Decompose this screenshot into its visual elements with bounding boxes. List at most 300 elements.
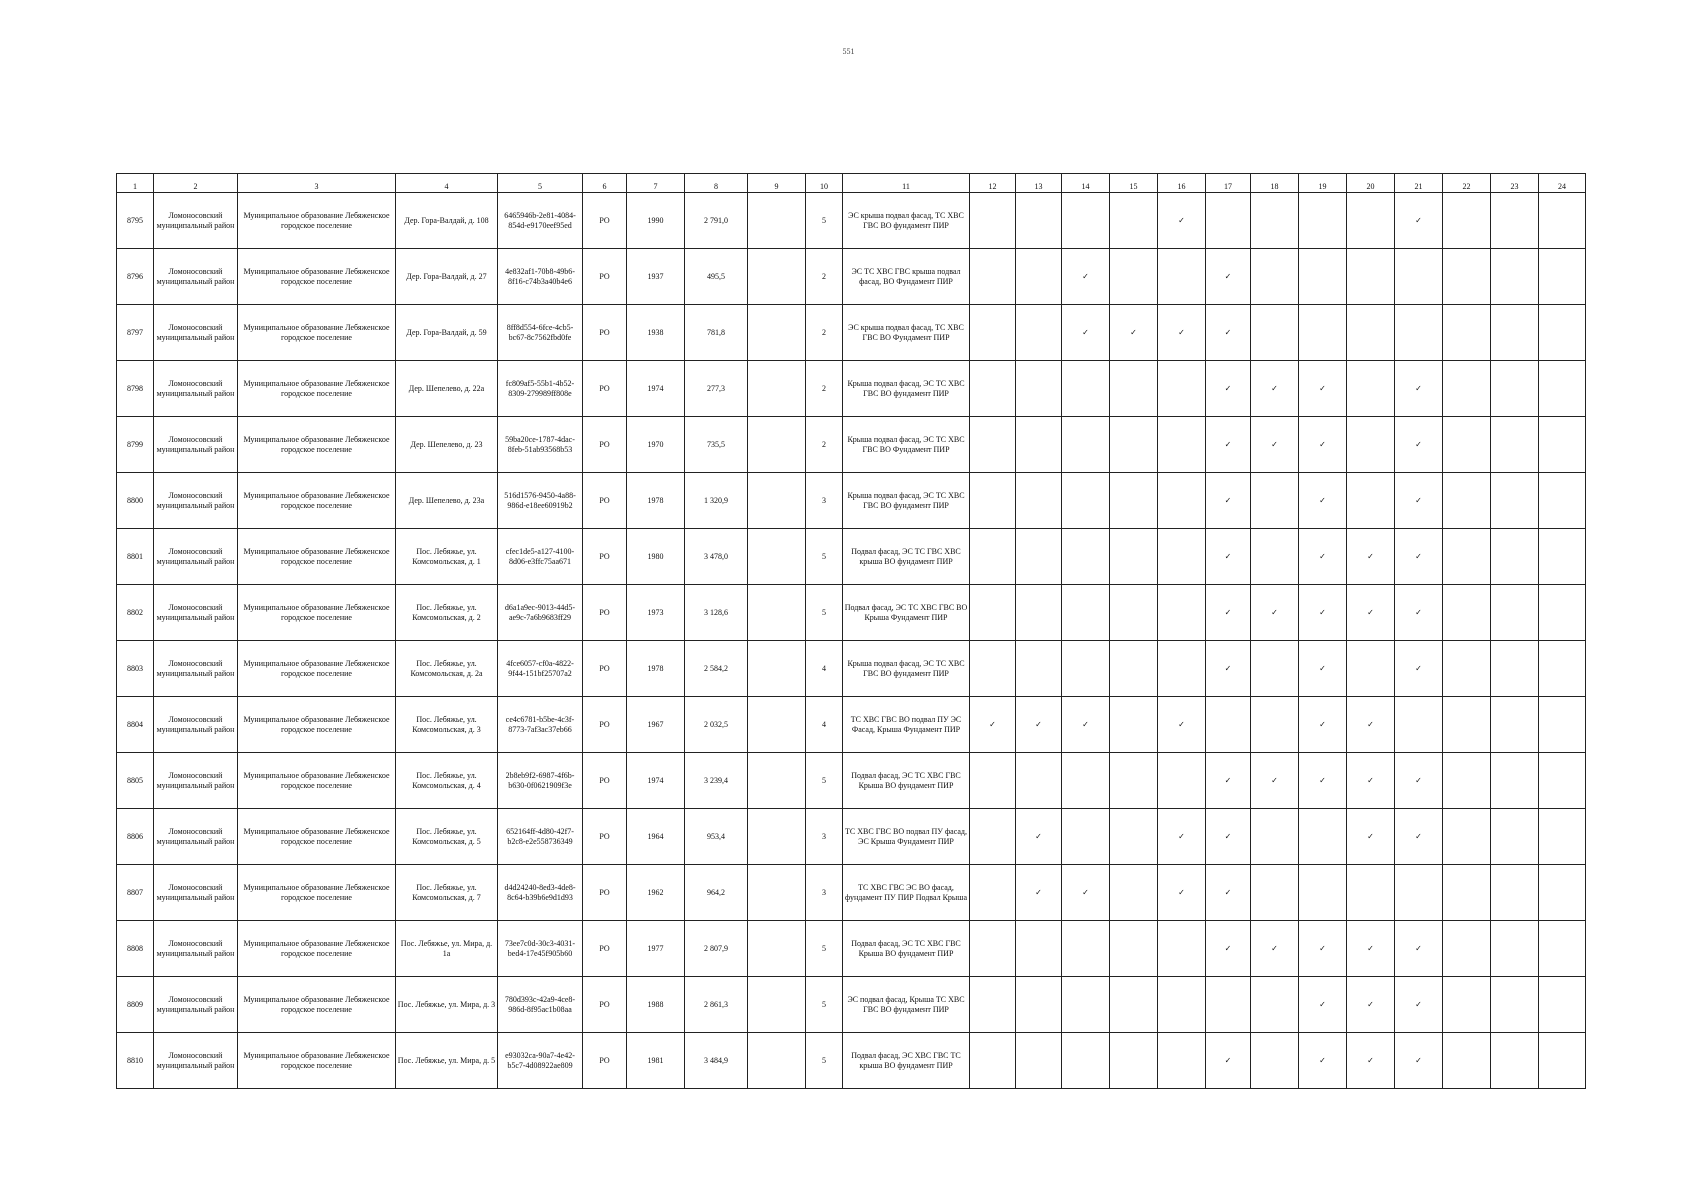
check-mark-icon: ✓ (1158, 305, 1206, 361)
empty-cell (1491, 641, 1539, 697)
works-cell: ЭС ТС ХВС ГВС крыша подвал фасад, ВО Фундамент ПИР (843, 249, 970, 305)
empty-cell (1539, 417, 1586, 473)
column-header-18: 18 (1251, 174, 1299, 193)
row-number: 8798 (117, 361, 154, 417)
district-cell: Ломоносовский муниципальный район (154, 977, 238, 1033)
empty-cell (1062, 1033, 1110, 1089)
empty-cell (1443, 753, 1491, 809)
guid-cell: 516d1576-9450-4a88-986d-e18ee60919b2 (498, 473, 583, 529)
municipality-cell: Муниципальное образование Лебяженское городское поселение (238, 697, 396, 753)
check-mark-icon: ✓ (1251, 921, 1299, 977)
table-row (117, 809, 1586, 865)
district-cell: Ломоносовский муниципальный район (154, 865, 238, 921)
column-header-16: 16 (1158, 174, 1206, 193)
empty-cell (1539, 977, 1586, 1033)
col9-cell (748, 809, 806, 865)
row-number: 8807 (117, 865, 154, 921)
row-number: 8803 (117, 641, 154, 697)
area-cell: 3 239,4 (685, 753, 748, 809)
municipality-cell: Муниципальное образование Лебяженское городское поселение (238, 305, 396, 361)
check-mark-icon: ✓ (1206, 809, 1251, 865)
column-header-22: 22 (1443, 174, 1491, 193)
type-cell: РО (583, 529, 627, 585)
empty-cell (1251, 809, 1299, 865)
empty-cell (1251, 865, 1299, 921)
floors-cell: 2 (806, 361, 843, 417)
empty-cell (1110, 193, 1158, 249)
table-row (117, 1033, 1586, 1089)
empty-cell (1539, 641, 1586, 697)
empty-cell (1491, 473, 1539, 529)
empty-cell (970, 585, 1016, 641)
empty-cell (1443, 249, 1491, 305)
table-row (117, 417, 1586, 473)
empty-cell (1395, 865, 1443, 921)
empty-cell (1443, 585, 1491, 641)
row-number: 8800 (117, 473, 154, 529)
empty-cell (1110, 361, 1158, 417)
guid-cell: 59ba20ce-1787-4dac-8feb-51ab93568b53 (498, 417, 583, 473)
empty-cell (1158, 921, 1206, 977)
col9-cell (748, 865, 806, 921)
address-cell: Пос. Лебяжье, ул. Мира, д. 5 (396, 1033, 498, 1089)
empty-cell (1110, 529, 1158, 585)
works-cell: ТС ХВС ГВС ВО подвал ПУ ЭС Фасад, Крыша Фундамент ПИР (843, 697, 970, 753)
type-cell: РО (583, 697, 627, 753)
floors-cell: 4 (806, 641, 843, 697)
check-mark-icon: ✓ (1395, 641, 1443, 697)
municipality-cell: Муниципальное образование Лебяженское городское поселение (238, 809, 396, 865)
area-cell: 277,3 (685, 361, 748, 417)
guid-cell: d4d24240-8ed3-4de8-8c64-b39b6e9d1d93 (498, 865, 583, 921)
type-cell: РО (583, 921, 627, 977)
area-cell: 2 807,9 (685, 921, 748, 977)
empty-cell (1491, 921, 1539, 977)
municipality-cell: Муниципальное образование Лебяженское городское поселение (238, 193, 396, 249)
row-number: 8810 (117, 1033, 154, 1089)
check-mark-icon: ✓ (1062, 865, 1110, 921)
address-cell: Пос. Лебяжье, ул. Мира, д. 1а (396, 921, 498, 977)
row-number: 8802 (117, 585, 154, 641)
empty-cell (1443, 641, 1491, 697)
check-mark-icon: ✓ (1206, 417, 1251, 473)
type-cell: РО (583, 361, 627, 417)
empty-cell (1347, 473, 1395, 529)
row-number: 8796 (117, 249, 154, 305)
empty-cell (1251, 305, 1299, 361)
type-cell: РО (583, 977, 627, 1033)
col9-cell (748, 529, 806, 585)
year-cell: 1967 (627, 697, 685, 753)
check-mark-icon: ✓ (1347, 977, 1395, 1033)
check-mark-icon: ✓ (1395, 753, 1443, 809)
floors-cell: 2 (806, 305, 843, 361)
empty-cell (1539, 361, 1586, 417)
table-row (117, 249, 1586, 305)
column-header-14: 14 (1062, 174, 1110, 193)
year-cell: 1978 (627, 641, 685, 697)
check-mark-icon: ✓ (1206, 641, 1251, 697)
works-cell: Подвал фасад, ЭС ТС ХВС ГВС Крыша ВО фундамент ПИР (843, 921, 970, 977)
address-cell: Пос. Лебяжье, ул. Комсомольская, д. 1 (396, 529, 498, 585)
empty-cell (1539, 249, 1586, 305)
check-mark-icon: ✓ (1395, 585, 1443, 641)
address-cell: Дер. Гора-Валдай, д. 59 (396, 305, 498, 361)
empty-cell (1062, 585, 1110, 641)
area-cell: 495,5 (685, 249, 748, 305)
empty-cell (1347, 361, 1395, 417)
check-mark-icon: ✓ (1158, 193, 1206, 249)
check-mark-icon: ✓ (1347, 697, 1395, 753)
floors-cell: 5 (806, 977, 843, 1033)
empty-cell (1062, 417, 1110, 473)
col9-cell (748, 417, 806, 473)
area-cell: 2 584,2 (685, 641, 748, 697)
year-cell: 1977 (627, 921, 685, 977)
row-number: 8806 (117, 809, 154, 865)
empty-cell (1347, 193, 1395, 249)
municipality-cell: Муниципальное образование Лебяженское городское поселение (238, 865, 396, 921)
empty-cell (1491, 697, 1539, 753)
check-mark-icon: ✓ (1206, 921, 1251, 977)
area-cell: 735,5 (685, 417, 748, 473)
register-table (116, 173, 1586, 1089)
empty-cell (970, 417, 1016, 473)
district-cell: Ломоносовский муниципальный район (154, 193, 238, 249)
year-cell: 1938 (627, 305, 685, 361)
column-header-20: 20 (1347, 174, 1395, 193)
area-cell: 3 484,9 (685, 1033, 748, 1089)
check-mark-icon: ✓ (1299, 361, 1347, 417)
type-cell: РО (583, 1033, 627, 1089)
empty-cell (1016, 1033, 1062, 1089)
table-row (117, 529, 1586, 585)
table-row (117, 753, 1586, 809)
empty-cell (970, 529, 1016, 585)
address-cell: Пос. Лебяжье, ул. Комсомольская, д. 7 (396, 865, 498, 921)
col9-cell (748, 193, 806, 249)
guid-cell: d6a1a9ec-9013-44d5-ae9c-7a6b9683ff29 (498, 585, 583, 641)
empty-cell (1299, 809, 1347, 865)
empty-cell (1158, 753, 1206, 809)
district-cell: Ломоносовский муниципальный район (154, 249, 238, 305)
works-cell: ТС ХВС ГВС ВО подвал ПУ фасад, ЭС Крыша Фундамент ПИР (843, 809, 970, 865)
check-mark-icon: ✓ (1158, 697, 1206, 753)
district-cell: Ломоносовский муниципальный район (154, 361, 238, 417)
check-mark-icon: ✓ (1062, 305, 1110, 361)
empty-cell (1016, 417, 1062, 473)
empty-cell (1539, 865, 1586, 921)
empty-cell (1062, 193, 1110, 249)
empty-cell (1110, 697, 1158, 753)
empty-cell (1158, 585, 1206, 641)
works-cell: ЭС крыша подвал фасад, ТС ХВС ГВС ВО фундамент ПИР (843, 193, 970, 249)
check-mark-icon: ✓ (1016, 865, 1062, 921)
column-header-5: 5 (498, 174, 583, 193)
municipality-cell: Муниципальное образование Лебяженское городское поселение (238, 641, 396, 697)
row-number: 8805 (117, 753, 154, 809)
area-cell: 953,4 (685, 809, 748, 865)
empty-cell (1251, 977, 1299, 1033)
empty-cell (1347, 417, 1395, 473)
table-row (117, 921, 1586, 977)
col9-cell (748, 585, 806, 641)
check-mark-icon: ✓ (1062, 249, 1110, 305)
district-cell: Ломоносовский муниципальный район (154, 417, 238, 473)
column-header-2: 2 (154, 174, 238, 193)
empty-cell (1491, 305, 1539, 361)
district-cell: Ломоносовский муниципальный район (154, 1033, 238, 1089)
empty-cell (1491, 249, 1539, 305)
empty-cell (1016, 193, 1062, 249)
district-cell: Ломоносовский муниципальный район (154, 641, 238, 697)
empty-cell (1110, 809, 1158, 865)
empty-cell (1110, 753, 1158, 809)
column-header-11: 11 (843, 174, 970, 193)
empty-cell (1251, 697, 1299, 753)
empty-cell (1062, 753, 1110, 809)
column-header-4: 4 (396, 174, 498, 193)
floors-cell: 5 (806, 921, 843, 977)
check-mark-icon: ✓ (1299, 753, 1347, 809)
empty-cell (1395, 697, 1443, 753)
address-cell: Пос. Лебяжье, ул. Комсомольская, д. 4 (396, 753, 498, 809)
floors-cell: 5 (806, 753, 843, 809)
year-cell: 1973 (627, 585, 685, 641)
municipality-cell: Муниципальное образование Лебяженское городское поселение (238, 473, 396, 529)
guid-cell: 73ee7c0d-30c3-4031-bed4-17e45f905b60 (498, 921, 583, 977)
empty-cell (1539, 921, 1586, 977)
floors-cell: 3 (806, 865, 843, 921)
municipality-cell: Муниципальное образование Лебяженское городское поселение (238, 1033, 396, 1089)
empty-cell (1539, 697, 1586, 753)
row-number: 8809 (117, 977, 154, 1033)
empty-cell (1062, 977, 1110, 1033)
year-cell: 1990 (627, 193, 685, 249)
col9-cell (748, 305, 806, 361)
works-cell: Крыша подвал фасад, ЭС ТС ХВС ГВС ВО фундамент ПИР (843, 641, 970, 697)
floors-cell: 4 (806, 697, 843, 753)
col9-cell (748, 641, 806, 697)
empty-cell (1347, 249, 1395, 305)
year-cell: 1974 (627, 753, 685, 809)
municipality-cell: Муниципальное образование Лебяженское городское поселение (238, 529, 396, 585)
empty-cell (1206, 977, 1251, 1033)
empty-cell (1062, 809, 1110, 865)
empty-cell (1347, 641, 1395, 697)
empty-cell (1016, 921, 1062, 977)
empty-cell (1539, 809, 1586, 865)
empty-cell (1110, 249, 1158, 305)
works-cell: Подвал фасад, ЭС ТС ГВС ХВС крыша ВО фундамент ПИР (843, 529, 970, 585)
year-cell: 1988 (627, 977, 685, 1033)
type-cell: РО (583, 585, 627, 641)
empty-cell (1347, 305, 1395, 361)
empty-cell (1110, 1033, 1158, 1089)
type-cell: РО (583, 417, 627, 473)
guid-cell: 4fce6057-cf0a-4822-9f44-151bf25707a2 (498, 641, 583, 697)
empty-cell (1062, 529, 1110, 585)
guid-cell: 780d393c-42a9-4ce8-986d-8f95ac1b08aa (498, 977, 583, 1033)
area-cell: 781,8 (685, 305, 748, 361)
municipality-cell: Муниципальное образование Лебяженское городское поселение (238, 585, 396, 641)
floors-cell: 2 (806, 249, 843, 305)
empty-cell (1062, 921, 1110, 977)
empty-cell (970, 361, 1016, 417)
column-header-24: 24 (1539, 174, 1586, 193)
empty-cell (1016, 473, 1062, 529)
works-cell: Подвал фасад, ЭС ТС ХВС ГВС Крыша ВО фундамент ПИР (843, 753, 970, 809)
column-header-21: 21 (1395, 174, 1443, 193)
empty-cell (1110, 585, 1158, 641)
area-cell: 2 032,5 (685, 697, 748, 753)
municipality-cell: Муниципальное образование Лебяженское городское поселение (238, 753, 396, 809)
table-row (117, 193, 1586, 249)
address-cell: Пос. Лебяжье, ул. Комсомольская, д. 3 (396, 697, 498, 753)
type-cell: РО (583, 249, 627, 305)
check-mark-icon: ✓ (1347, 529, 1395, 585)
empty-cell (1206, 697, 1251, 753)
empty-cell (1062, 473, 1110, 529)
empty-cell (970, 809, 1016, 865)
empty-cell (1443, 361, 1491, 417)
area-cell: 964,2 (685, 865, 748, 921)
empty-cell (1016, 977, 1062, 1033)
floors-cell: 2 (806, 417, 843, 473)
works-cell: Крыша подвал фасад, ЭС ТС ХВС ГВС ВО Фундамент ПИР (843, 417, 970, 473)
check-mark-icon: ✓ (1206, 1033, 1251, 1089)
empty-cell (1491, 417, 1539, 473)
address-cell: Дер. Гора-Валдай, д. 108 (396, 193, 498, 249)
empty-cell (1251, 641, 1299, 697)
check-mark-icon: ✓ (1347, 1033, 1395, 1089)
empty-cell (1539, 305, 1586, 361)
guid-cell: 6465946b-2e81-4084-854d-e9170eef95ed (498, 193, 583, 249)
check-mark-icon: ✓ (1299, 977, 1347, 1033)
check-mark-icon: ✓ (1251, 585, 1299, 641)
year-cell: 1937 (627, 249, 685, 305)
floors-cell: 5 (806, 585, 843, 641)
district-cell: Ломоносовский муниципальный район (154, 809, 238, 865)
empty-cell (1110, 865, 1158, 921)
check-mark-icon: ✓ (1299, 585, 1347, 641)
floors-cell: 5 (806, 193, 843, 249)
check-mark-icon: ✓ (1299, 641, 1347, 697)
address-cell: Пос. Лебяжье, ул. Комсомольская, д. 2 (396, 585, 498, 641)
empty-cell (1110, 921, 1158, 977)
area-cell: 2 791,0 (685, 193, 748, 249)
row-number: 8795 (117, 193, 154, 249)
empty-cell (1016, 305, 1062, 361)
col9-cell (748, 361, 806, 417)
district-cell: Ломоносовский муниципальный район (154, 753, 238, 809)
empty-cell (1158, 249, 1206, 305)
table-row (117, 585, 1586, 641)
district-cell: Ломоносовский муниципальный район (154, 529, 238, 585)
check-mark-icon: ✓ (1395, 809, 1443, 865)
municipality-cell: Муниципальное образование Лебяженское городское поселение (238, 977, 396, 1033)
guid-cell: e93032ca-90a7-4e42-b5c7-4d08922ae809 (498, 1033, 583, 1089)
year-cell: 1974 (627, 361, 685, 417)
empty-cell (1158, 641, 1206, 697)
empty-cell (1539, 1033, 1586, 1089)
empty-cell (1491, 361, 1539, 417)
row-number: 8801 (117, 529, 154, 585)
empty-cell (970, 753, 1016, 809)
check-mark-icon: ✓ (1206, 529, 1251, 585)
year-cell: 1980 (627, 529, 685, 585)
floors-cell: 3 (806, 809, 843, 865)
empty-cell (1395, 249, 1443, 305)
column-header-3: 3 (238, 174, 396, 193)
check-mark-icon: ✓ (1206, 305, 1251, 361)
column-header-6: 6 (583, 174, 627, 193)
guid-cell: 2b8eb9f2-6987-4f6b-b630-0f0621909f3e (498, 753, 583, 809)
district-cell: Ломоносовский муниципальный район (154, 697, 238, 753)
empty-cell (1062, 361, 1110, 417)
page-number: 551 (842, 47, 855, 56)
row-number: 8797 (117, 305, 154, 361)
column-header-1: 1 (117, 174, 154, 193)
empty-cell (970, 305, 1016, 361)
guid-cell: 652164ff-4d80-42f7-b2c8-e2e558736349 (498, 809, 583, 865)
empty-cell (1016, 361, 1062, 417)
type-cell: РО (583, 473, 627, 529)
empty-cell (1539, 193, 1586, 249)
check-mark-icon: ✓ (1251, 417, 1299, 473)
guid-cell: fc809af5-55b1-4b52-8309-279989ff808e (498, 361, 583, 417)
check-mark-icon: ✓ (1347, 753, 1395, 809)
table-row (117, 641, 1586, 697)
empty-cell (1491, 1033, 1539, 1089)
empty-cell (1110, 977, 1158, 1033)
empty-cell (970, 641, 1016, 697)
type-cell: РО (583, 753, 627, 809)
empty-cell (1443, 305, 1491, 361)
empty-cell (1491, 529, 1539, 585)
empty-cell (1251, 1033, 1299, 1089)
col9-cell (748, 1033, 806, 1089)
empty-cell (1443, 1033, 1491, 1089)
year-cell: 1964 (627, 809, 685, 865)
works-cell: Подвал фасад, ЭС ТС ХВС ГВС ВО Крыша Фундамент ПИР (843, 585, 970, 641)
empty-cell (1491, 865, 1539, 921)
empty-cell (1443, 473, 1491, 529)
check-mark-icon: ✓ (1395, 1033, 1443, 1089)
col9-cell (748, 977, 806, 1033)
check-mark-icon: ✓ (1158, 865, 1206, 921)
column-header-13: 13 (1016, 174, 1062, 193)
table-row (117, 865, 1586, 921)
check-mark-icon: ✓ (1395, 977, 1443, 1033)
district-cell: Ломоносовский муниципальный район (154, 921, 238, 977)
check-mark-icon: ✓ (1395, 361, 1443, 417)
empty-cell (1491, 193, 1539, 249)
empty-cell (1299, 305, 1347, 361)
check-mark-icon: ✓ (1347, 585, 1395, 641)
empty-cell (1251, 529, 1299, 585)
year-cell: 1970 (627, 417, 685, 473)
col9-cell (748, 473, 806, 529)
empty-cell (1158, 361, 1206, 417)
table-row (117, 305, 1586, 361)
works-cell: Крыша подвал фасад, ЭС ТС ХВС ГВС ВО фундамент ПИР (843, 361, 970, 417)
empty-cell (1443, 809, 1491, 865)
empty-cell (1491, 585, 1539, 641)
column-header-12: 12 (970, 174, 1016, 193)
check-mark-icon: ✓ (1299, 921, 1347, 977)
empty-cell (1539, 473, 1586, 529)
